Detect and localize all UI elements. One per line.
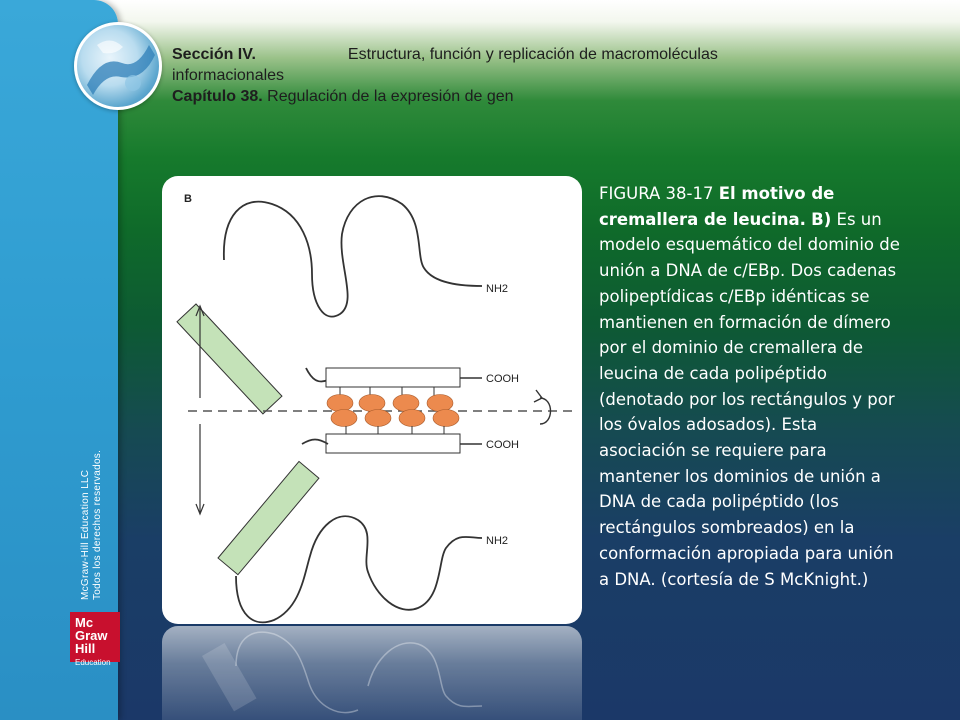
cooh-top-label: COOH: [486, 373, 519, 385]
reflection-shapes: [162, 626, 582, 720]
mcgraw-hill-logo: [70, 612, 120, 667]
copyright-credit: [80, 450, 104, 600]
figure-caption: [599, 181, 904, 592]
leucine-oval: [433, 410, 459, 427]
slide-header: [172, 44, 942, 107]
leucine-zipper-diagram: [162, 176, 582, 624]
top-dna-binding-rect: [177, 304, 282, 414]
credit-line-1: McGraw-Hill Education LLC: [80, 469, 91, 600]
section-title-continuation: informacionales: [172, 67, 285, 84]
nh2-top-label: NH2: [486, 283, 509, 295]
logo-line-4: Education: [75, 658, 111, 667]
bottom-connector: [302, 440, 328, 445]
section-label: Sección IV.: [172, 46, 256, 63]
top-zipper-rect: [326, 368, 460, 387]
leucine-oval: [327, 395, 353, 412]
leucine-oval: [331, 410, 357, 427]
top-connector: [306, 368, 328, 382]
section-badge-image: [74, 22, 162, 110]
rotation-arrowhead: [534, 390, 542, 402]
top-chain-loop: [224, 196, 482, 316]
credit-line-2: Todos los derechos reservados.: [92, 449, 103, 600]
logo-line-1: Mc: [75, 615, 94, 630]
figure-reflection: [162, 626, 582, 720]
cooh-bottom-label: COOH: [486, 439, 519, 451]
nh2-bottom-label: NH2: [486, 535, 509, 547]
leucine-oval: [399, 410, 425, 427]
chapter-label: Capítulo 38.: [172, 88, 263, 105]
bottom-dna-binding-rect: [218, 461, 319, 574]
caption-figure-number: FIGURA 38-17: [599, 184, 714, 203]
leucine-oval: [393, 395, 419, 412]
chapter-title: Regulación de la expresión de gen: [267, 88, 514, 105]
section-title: Estructura, función y replicación de macromoléculas: [347, 46, 718, 63]
logo-line-3: Hill: [75, 641, 96, 656]
panel-label: B: [184, 193, 192, 205]
leucine-oval: [365, 410, 391, 427]
caption-body: Es un modelo esquemático del dominio de unión a DNA de c/EBp. Dos cadenas polipeptídicas c/EBp idénticas se mantienen en formación de dímero por el dominio de cremallera de leucina de cada polipéptido (denotado por los rectángulos y por los óvalos adosados). Esta asociación se requiere para mantener los dominios de unión a DNA de cada polipéptido (los rectángulos sombreados) en la conformación apropiada para unión a DNA. (cortesía de S McKnight.): [599, 209, 900, 589]
bottom-zipper-rect: [326, 434, 460, 453]
logo-line-2: Graw: [75, 628, 108, 643]
caption-title: El motivo de cremallera de leucina.: [599, 184, 835, 229]
caption-panel-ref: B): [811, 209, 832, 229]
leucine-oval: [427, 395, 453, 412]
leucine-oval: [359, 395, 385, 412]
figure-card: [162, 176, 582, 624]
